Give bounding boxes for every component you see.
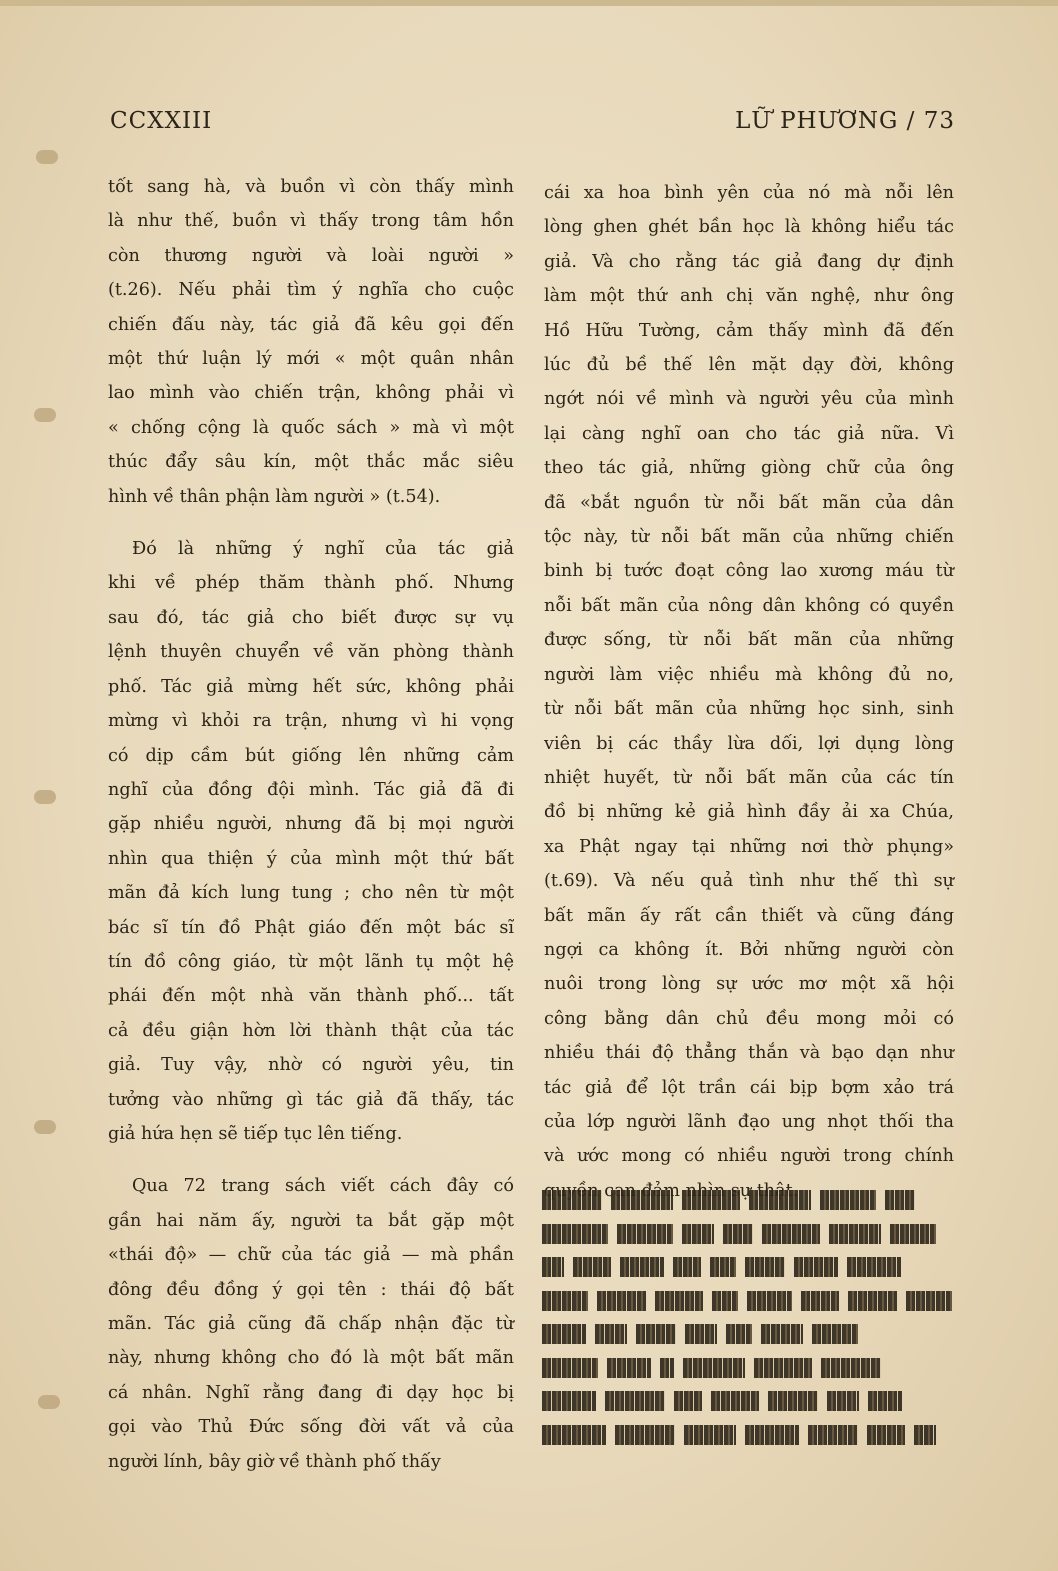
text-line: nhiều thái độ thẳng thắn và bạo dạn như (544, 1043, 954, 1064)
illegible-glyph-block (914, 1425, 936, 1445)
binding-hole (34, 1120, 56, 1134)
text-line: tộc này, từ nỗi bất mãn của những chiến (544, 527, 954, 548)
illegible-glyph-block (611, 1190, 673, 1210)
illegible-glyph-block (711, 1391, 759, 1411)
binding-hole (38, 1395, 60, 1409)
illegible-glyph-block (820, 1190, 876, 1210)
text-line: gặp nhiều người, nhưng đã bị mọi người (108, 814, 514, 835)
illegible-glyph-block (617, 1224, 673, 1244)
text-line: ngớt nói về mình và người yêu của mình (544, 389, 954, 410)
illegible-glyph-block (868, 1391, 902, 1411)
text-line: lúc đủ bề thế lên mặt dạy đời, không (544, 355, 954, 376)
text-line: một thứ luận lý mới « một quân nhân (108, 349, 514, 370)
text-line: còn thương người và loài người » (108, 245, 514, 266)
illegible-glyph-block (827, 1391, 859, 1411)
text-line: nỗi bất mãn của nông dân không có quyền (544, 595, 954, 616)
illegible-glyph-block (615, 1425, 675, 1445)
text-line: lại càng nghĩ oan cho tác giả nữa. Vì (544, 423, 954, 444)
illegible-row (542, 1423, 952, 1447)
text-line: đã «bắt nguồn từ nỗi bất mãn của dân (544, 492, 954, 513)
text-line: làm một thứ anh chị văn nghệ, như ông (544, 286, 954, 307)
illegible-row (542, 1389, 952, 1413)
illegible-glyph-block (808, 1425, 858, 1445)
text-line: thúc đẩy sâu kín, một thắc mắc siêu (108, 452, 514, 473)
illegible-glyph-block (542, 1391, 596, 1411)
text-line: mãn. Tác giả cũng đã chấp nhận đặc từ (108, 1314, 514, 1334)
illegible-glyph-block (682, 1190, 740, 1210)
text-line: tín đồ công giáo, từ một lãnh tụ một hệ (108, 951, 514, 972)
text-line: chiến đấu này, tác giả đã kêu gọi đến (108, 314, 514, 335)
chapter-number: CCXXIII (110, 108, 213, 134)
illegible-glyph-block (542, 1324, 586, 1344)
text-line: sự (730, 1180, 752, 1201)
text-line: nhiệt huyết, từ nỗi bất mãn của các tín (544, 767, 954, 788)
text-line: giả. Và cho rằng tác giả đang dự định (544, 251, 954, 272)
illegible-glyph-block (682, 1224, 714, 1244)
text-line: «thái độ» — chữ của tác giả — mà phần (108, 1245, 514, 1266)
illegible-glyph-block (754, 1358, 812, 1378)
illegible-glyph-block (595, 1324, 627, 1344)
illegible-glyph-block (542, 1358, 598, 1378)
binding-hole (34, 790, 56, 804)
text-line: binh bị tước đoạt công lao xương máu từ (544, 561, 954, 582)
text-line: bất mãn ấy rất cần thiết và cũng đáng (544, 905, 954, 926)
illegible-row (542, 1255, 952, 1279)
text-line: đồ bị những kẻ giả hình đầy ải xa Chúa, (544, 802, 954, 823)
illegible-glyph-block (801, 1291, 839, 1311)
illegible-glyph-block (710, 1257, 736, 1277)
illegible-glyph-block (794, 1257, 838, 1277)
illegible-row (542, 1222, 952, 1246)
text-line: người làm việc nhiều mà không đủ no, (544, 664, 954, 685)
text-line: nuôi trong lòng sự ước mơ một xã hội (544, 974, 954, 995)
illegible-glyph-block (762, 1224, 820, 1244)
text-line: khi về phép thăm thành phố. Nhưng (108, 573, 514, 594)
text-line: Hồ Hữu Tường, cảm thấy mình đã đến (544, 320, 954, 341)
text-line: « chống cộng là quốc sách » mà vì một (108, 417, 514, 438)
author-page-number: LỮ PHƯƠNG / 73 (735, 108, 955, 134)
text-line: sau đó, tác giả cho biết được sự vụ (108, 607, 514, 628)
text-line: của lớp người lãnh đạo ung nhọt thối tha (544, 1111, 954, 1132)
text-line: phái đến một nhà văn thành phố... tất (108, 986, 514, 1007)
text-line: cá nhân. Nghĩ rằng đang đi dạy học bị (108, 1382, 514, 1403)
illegible-row (542, 1322, 952, 1346)
illegible-glyph-block (890, 1224, 936, 1244)
illegible-glyph-block (636, 1324, 676, 1344)
text-line: lao mình vào chiến trận, không phải vì (108, 383, 514, 404)
text-line: lòng ghen ghét bần học là không hiểu tác (544, 217, 954, 238)
illegible-glyph-block (674, 1391, 702, 1411)
text-line: bác sĩ tín đồ Phật giáo đến một bác sĩ (108, 917, 514, 938)
binding-hole (36, 150, 58, 164)
illegible-glyph-block (812, 1324, 858, 1344)
illegible-glyph-block (821, 1358, 881, 1378)
illegible-glyph-block (684, 1425, 736, 1445)
illegible-glyph-block (885, 1190, 915, 1210)
paragraph-gap (108, 1151, 514, 1169)
illegible-row (542, 1188, 952, 1212)
illegible-glyph-block (673, 1257, 701, 1277)
text-line: tưởng vào những gì tác giả đã thấy, tác (108, 1089, 514, 1110)
illegible-glyph-block (542, 1291, 588, 1311)
illegible-glyph-block (749, 1190, 811, 1210)
illegible-glyph-block (683, 1358, 745, 1378)
illegible-glyph-block (597, 1291, 647, 1311)
illegible-glyph-block (542, 1224, 608, 1244)
illegible-glyph-block (685, 1324, 717, 1344)
text-line: giả. Tuy vậy, nhờ có người yêu, tin (108, 1055, 514, 1076)
text-line: cả đều giận hờn lời thành thật của tác (108, 1020, 514, 1041)
text-line: (t.26). Nếu phải tìm ý nghĩa cho cuộc (108, 280, 514, 301)
illegible-glyph-block (620, 1257, 664, 1277)
text-line: đông đều đồng ý gọi tên : thái độ bất (108, 1279, 514, 1300)
left-text-column (108, 170, 514, 1479)
text-line: theo tác giả, những giòng chữ của ông (544, 458, 954, 479)
illegible-glyph-block (906, 1291, 952, 1311)
text-line: công bằng dân chủ đều mong mỏi có (544, 1008, 954, 1029)
paragraph-gap (108, 514, 514, 532)
text-line: hình về thân phận làm người » (t.54). (108, 486, 441, 507)
text-line: nhìn qua thiện ý của mình một thứ bất (108, 848, 514, 869)
text-line: Đó là những ý nghĩ của tác giả (132, 539, 514, 560)
illegible-glyph-block (723, 1224, 753, 1244)
text-line: tác giả để lột trần cái bịp bợm xảo trá (544, 1077, 954, 1098)
text-line: này, nhưng không cho đó là một bất mãn (108, 1348, 514, 1369)
text-line: ngợi ca không ít. Bởi những người còn (544, 939, 954, 960)
illegible-glyph-block (867, 1425, 905, 1445)
illegible-glyph-block (761, 1324, 803, 1344)
text-line: viên bị các thầy lừa dối, lợi dụng lòng (544, 733, 954, 754)
illegible-glyph-block (726, 1324, 752, 1344)
text-line: (t.69). Và nếu quả tình như thế thì sự (544, 871, 954, 892)
illegible-glyph-block (712, 1291, 738, 1311)
text-line: phố. Tác giả mừng hết sức, không phải (108, 676, 514, 697)
text-line: và ước mong có nhiều người trong chính (544, 1146, 954, 1167)
illegible-glyph-block (829, 1224, 881, 1244)
illegible-row (542, 1289, 952, 1313)
illegible-glyph-block (605, 1391, 665, 1411)
text-line: mãn đả kích lung tung ; cho nên từ một (108, 883, 514, 904)
right-text-column (544, 176, 954, 1208)
illegible-glyph-block (847, 1257, 901, 1277)
illegible-glyph-block (542, 1425, 606, 1445)
page-top-edge (0, 0, 1058, 6)
text-line: xa Phật ngay tại những nơi thờ phụng» (544, 836, 954, 857)
illegible-glyph-block (747, 1291, 793, 1311)
illegible-glyph-block (745, 1425, 799, 1445)
text-line: người lính, bây giờ về thành phố thấy (108, 1451, 441, 1472)
illegible-glyph-block (768, 1391, 818, 1411)
illegible-glyph-block (655, 1291, 703, 1311)
illegible-glyph-block (607, 1358, 651, 1378)
illegible-glyph-block (542, 1190, 602, 1210)
text-line: gần hai năm ấy, người ta bắt gặp một (108, 1210, 514, 1231)
text-line: nghĩ của đồng đội mình. Tác giả đã đi (108, 779, 514, 800)
text-line: từ nỗi bất mãn của những học sinh, sinh (544, 699, 954, 720)
illegible-glyph-block (542, 1257, 564, 1277)
text-line: được sống, từ nỗi bất mãn của những (544, 630, 954, 651)
running-header (110, 108, 955, 142)
text-line: Qua 72 trang sách viết cách đây có (132, 1176, 514, 1197)
illegible-glyph-block (848, 1291, 898, 1311)
text-line: cái xa hoa bình yên của nó mà nỗi lên (544, 183, 954, 203)
illegible-glyph-block (745, 1257, 785, 1277)
illegible-print-block (542, 1188, 952, 1450)
text-line: có dịp cầm bút giống lên những cảm (108, 745, 514, 766)
text-line: lệnh thuyên chuyển về văn phòng thành (108, 642, 514, 663)
text-line: tốt sang hà, và buồn vì còn thấy mình (108, 177, 514, 197)
illegible-row (542, 1356, 952, 1380)
binding-hole (34, 408, 56, 422)
illegible-glyph-block (660, 1358, 674, 1378)
text-line: gọi vào Thủ Đức sống đời vất vả của (108, 1417, 514, 1438)
text-line: mừng vì khỏi ra trận, nhưng vì hi vọng (108, 711, 514, 732)
text-line: giả hứa hẹn sẽ tiếp tục lên tiếng. (108, 1123, 403, 1144)
illegible-glyph-block (573, 1257, 611, 1277)
text-line: là như thế, buồn vì thấy trong tâm hồn (108, 211, 514, 232)
